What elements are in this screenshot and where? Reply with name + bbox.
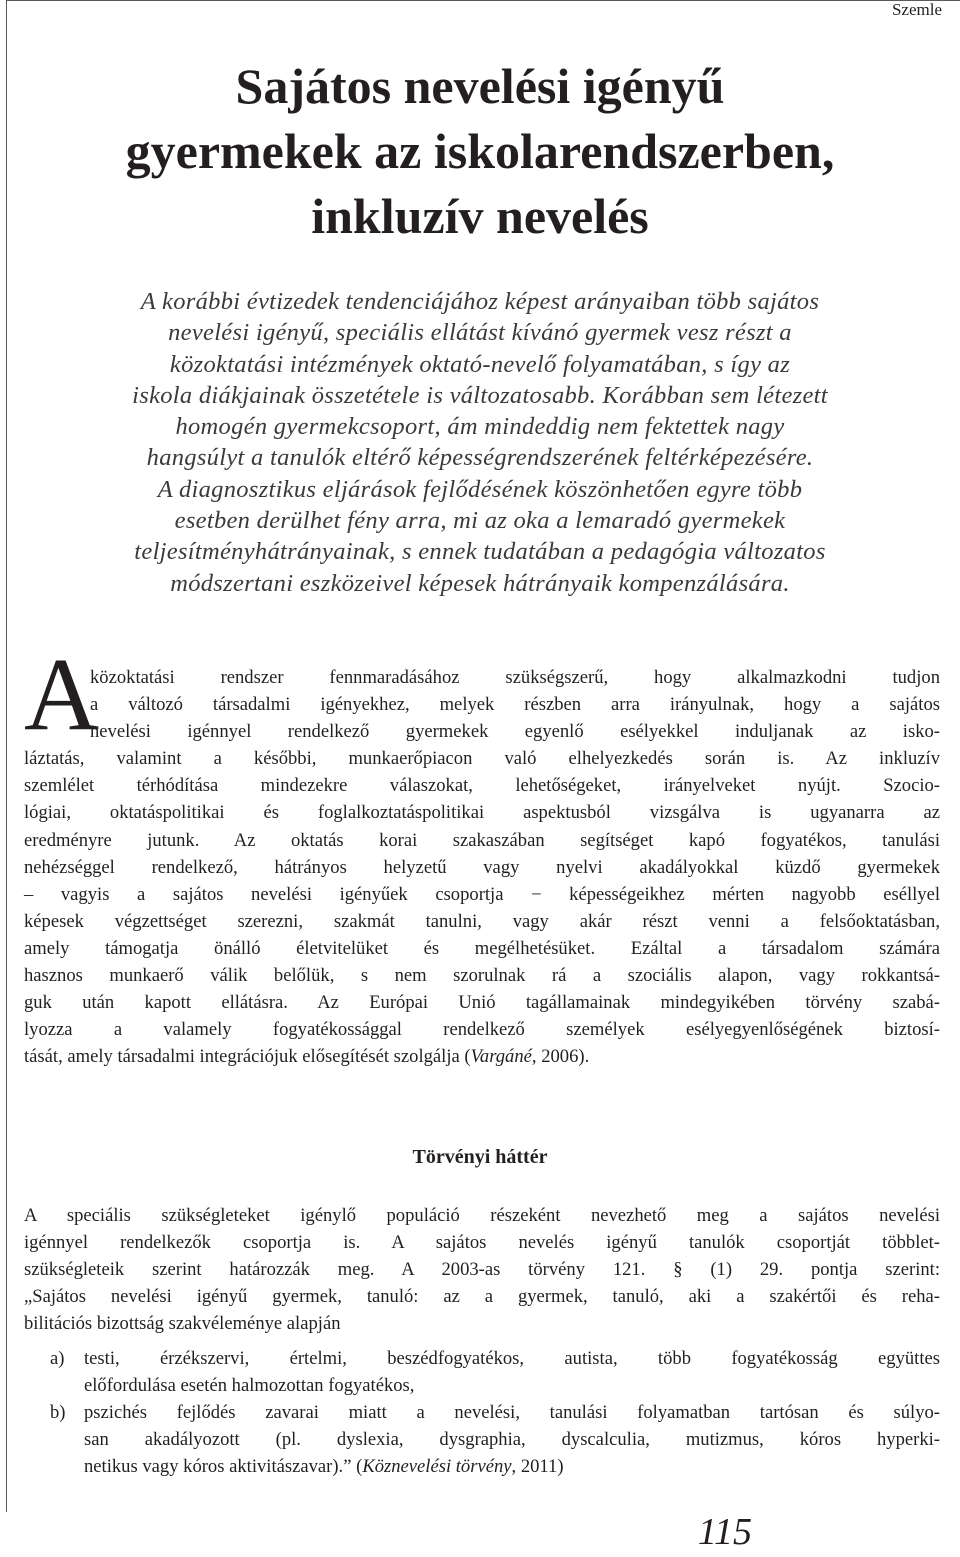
article-title	[20, 54, 940, 249]
lead-line: iskola diákjainak összetétele is változatosabb. Korábban sem létezett	[132, 381, 828, 409]
drop-cap: A	[24, 637, 100, 752]
list-item-line: előfordulása esetén halmozottan fogyatékos,	[84, 1375, 415, 1397]
body-line: szemlélet térhódítása mindezekre válaszokat, lehetőségeket, irányelveket nyújt. Szocio-	[24, 775, 940, 797]
title-line: inkluzív nevelés	[311, 188, 649, 244]
body-line: lógiai, oktatáspolitikai és foglalkoztatáspolitikai aspektusból vizsgálva is ugyanarra az	[24, 802, 940, 824]
lead-line: homogén gyermekcsoport, ám mindeddig nem fektettek nagy	[175, 413, 785, 441]
lead-line: teljesítményhátrányainak, s ennek tudatában a pedagógia változatos	[134, 538, 826, 566]
body-paragraph-2	[24, 1202, 940, 1337]
body-line: láztatás, valamint a későbbi, munkaerőpiacon való elhelyezkedés során is. Az inkluzív	[24, 748, 940, 770]
lead-line: nevelési igényű, speciális ellátást kívánó gyermek vesz részt a	[168, 319, 792, 347]
list-item-line: testi, érzékszervi, értelmi, beszédfogyatékos, autista, több fogyatékosság együttes	[84, 1348, 940, 1369]
list-item-label: b)	[50, 1402, 66, 1424]
body-line: A speciális szükségleteket igénylő populáció részeként nevezhető meg a sajátos nevelési	[24, 1205, 940, 1226]
body-line: bilitációs bizottság szakvéleménye alapján	[24, 1313, 341, 1335]
lead-line: hangsúlyt a tanulók eltérő képességrendszerének feltérképezésére.	[146, 444, 814, 472]
list-item-line	[24, 1453, 940, 1480]
section-heading: Törvényi háttér	[412, 1146, 548, 1168]
citation-source: Köznevelési törvény	[362, 1456, 512, 1478]
title-line: Sajátos nevelési igényű	[235, 58, 725, 114]
lead-abstract	[28, 286, 932, 599]
body-line: képesek végzettséget szerezni, szakmát tanulni, vagy akár részt venni a felsőoktatásban,	[24, 910, 940, 932]
lead-line: A diagnosztikus eljárások fejlődésének köszönhetően egyre több	[157, 475, 803, 503]
citation-suffix: , 2006).	[531, 1046, 590, 1068]
lead-line: A korábbi évtizedek tendenciájához képest arányaiban több sajátos	[140, 288, 820, 315]
citation-author: Vargáné	[470, 1046, 532, 1068]
citation-prefix: netikus vagy kóros aktivitászavar).” (	[84, 1456, 363, 1478]
body-line: hasznos munkaerő válik belőlük, s nem szorulnak rá a szociális alapon, vagy rokkantsá-	[24, 965, 940, 987]
lead-line: esetben derülhet fény arra, mi az oka a lemaradó gyermekek	[174, 507, 786, 535]
body-line: szükségleteik szerint határozzák meg. A 2003-as törvény 121. § (1) 29. pontja szerint:	[24, 1259, 940, 1281]
body-line: – vagyis a sajátos nevelési igényűek csoportja − képességeikhez mérten nagyobb eséllyel	[24, 883, 940, 905]
body-line: közoktatási rendszer fennmaradásához szükségszerű, hogy alkalmazkodni tudjon	[90, 667, 940, 688]
body-line: nevelési igénnyel rendelkező gyermekek egyenlő esélyekkel induljanak az isko-	[90, 721, 940, 743]
body-line: lyozza a valamely fogyatékossággal rendelkező személyek esélyegyenlőségének biztosí-	[24, 1019, 940, 1041]
body-line	[24, 1043, 940, 1070]
list-item-line: san akadályozott (pl. dyslexia, dysgraphia, dyscalculia, mutizmus, kóros hyperki-	[84, 1429, 940, 1451]
body-line: eredményre jutunk. Az oktatás korai szakaszában segítséget kapó fogyatékos, tanulási	[24, 829, 940, 851]
body-line: „Sajátos nevelési igényű gyermek, tanuló: az a gyermek, tanuló, aki a szakértői és reha-	[24, 1286, 940, 1308]
lead-line: közoktatási intézmények oktató-nevelő folyamatában, s így az	[169, 350, 791, 378]
citation-suffix: , 2011)	[511, 1456, 564, 1478]
body-paragraph-1	[24, 664, 940, 1070]
lead-line: módszertani eszközeivel képesek hátrányaik kompenzálására.	[170, 569, 790, 597]
title-line: gyermekek az iskolarendszerben,	[125, 123, 835, 179]
body-line: igénnyel rendelkezők csoportja is. A sajátos nevelés igényű tanulók csoportját többlet-	[24, 1232, 940, 1254]
running-head: Szemle	[891, 0, 942, 19]
law-definition-list	[24, 1345, 940, 1480]
body-line: guk után kapott ellátásra. Az Európai Unió tagállamainak mindegyikében törvény szabá-	[24, 992, 940, 1014]
list-item-label: a)	[50, 1348, 65, 1369]
body-line: nehézséggel rendelkező, hátrányos helyzetű vagy nyelvi akadályokkal küzdő gyermekek	[24, 856, 940, 878]
citation-prefix: tását, amely társadalmi integrációjuk elősegítését szolgálja (	[24, 1046, 471, 1068]
list-item-line: pszichés fejlődés zavarai miatt a nevelési, tanulási folyamatban tartósan és súlyo-	[84, 1402, 940, 1424]
body-line: amely támogatja önálló életvitelüket és megélhetésüket. Ezáltal a társadalom számára	[24, 937, 940, 959]
page-number: 115	[697, 1511, 752, 1553]
body-line: a változó társadalmi igényekhez, melyek részben arra irányulnak, hogy a sajátos	[90, 694, 940, 716]
